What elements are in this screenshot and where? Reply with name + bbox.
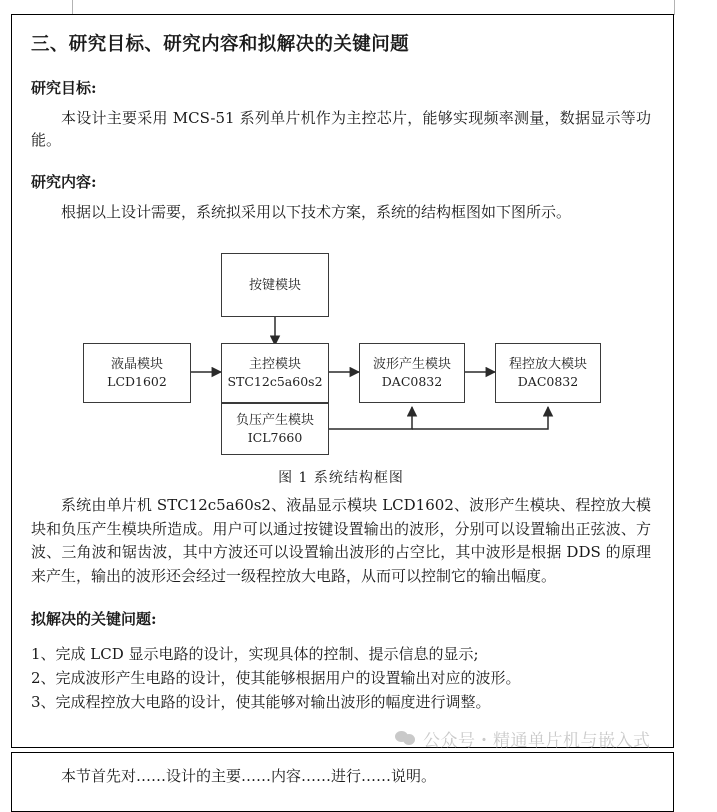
list-item: 2、完成波形产生电路的设计，使其能够根据用户的设置输出对应的波形。: [31, 668, 521, 687]
diagram-node-lcd-module: [83, 343, 191, 403]
diagram-node-key-module: [221, 253, 329, 317]
node-title: 按键模块: [248, 277, 301, 293]
diagram-node-mcu-module: [221, 343, 329, 403]
node-title: 主控模块: [248, 357, 301, 373]
key-problems-list: [31, 642, 651, 715]
diagram-node-waveform-module: [359, 343, 465, 403]
next-page-preview: [11, 752, 674, 812]
heading-key-problems: 拟解决的关键问题:: [31, 610, 157, 628]
watermark-text: 公众号・精通单片机与嵌入式: [423, 731, 651, 751]
page-title: 三、研究目标、研究内容和拟解决的关键问题: [31, 34, 410, 55]
diagram-node-amplifier-module: [495, 343, 601, 403]
node-title: 负压产生模块: [235, 413, 314, 429]
node-title: 波形产生模块: [372, 357, 451, 373]
paragraph-system-description: 系统由单片机 STC12c5a60s2、液晶显示模块 LCD1602、波形产生模块、程控放大模块和负压产生模块所造成。用户可以通过按键设置输出的波形，分别可以设置输出正弦波、方波、三角波和锯齿波，其中方波还可以设置输出波形的占空比，其中波形是根据 DDS 的原理来产生，输出的波形还会经过一级程控放大电路，从而可以控制它的输出幅度。: [31, 496, 651, 585]
next-page-paragraph: 本节首先对……设计的主要……内容……进行……说明。: [61, 767, 437, 785]
figure-caption: 图 1 系统结构框图: [278, 470, 404, 487]
node-subtitle: STC12c5a60s2: [227, 373, 323, 389]
list-item: 3、完成程控放大电路的设计，使其能够对输出波形的幅度进行调整。: [31, 693, 491, 712]
figure-system-block-diagram: [31, 237, 651, 487]
node-subtitle: DAC0832: [517, 373, 579, 389]
node-title: 程控放大模块: [508, 357, 587, 373]
diagram-node-negative-voltage-module: [221, 403, 329, 455]
list-item: 1、完成 LCD 显示电路的设计，实现具体的控制、提示信息的显示;: [31, 644, 479, 663]
node-subtitle: LCD1602: [107, 373, 167, 389]
page-margin-mark-top-right: [640, 0, 675, 15]
node-subtitle: DAC0832: [381, 373, 443, 389]
paragraph-research-goal: 本设计主要采用 MCS-51 系列单片机作为主控芯片，能够实现频率测量，数据显示等功能。: [31, 108, 651, 150]
diagram-canvas: [31, 237, 651, 455]
document-page: [11, 14, 674, 748]
heading-research-content: 研究内容:: [31, 173, 97, 192]
node-title: 液晶模块: [110, 357, 163, 373]
node-subtitle: ICL7660: [247, 429, 303, 445]
page-margin-mark-top-left: [72, 0, 115, 15]
paragraph-content-intro: 根据以上设计需要，系统拟采用以下技术方案，系统的结构框图如下图所示。: [61, 202, 572, 221]
heading-research-goal: 研究目标:: [31, 79, 97, 98]
